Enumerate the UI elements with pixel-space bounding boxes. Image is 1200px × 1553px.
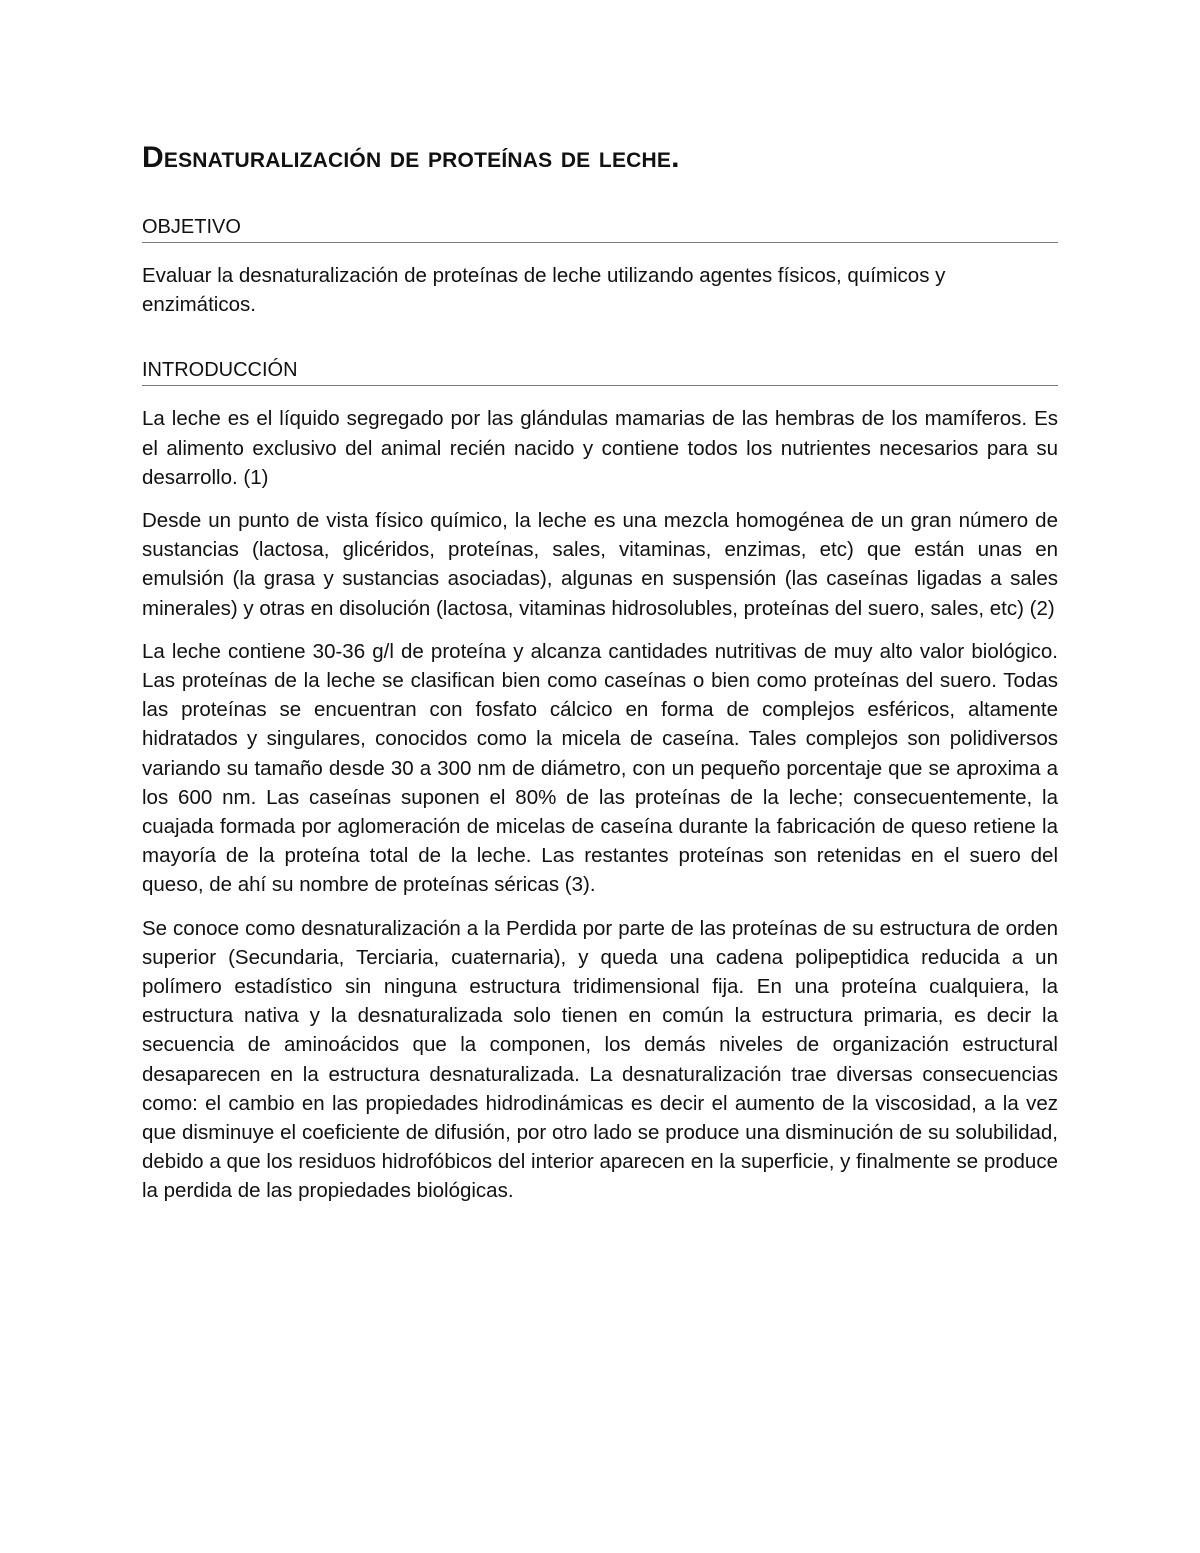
document-title: Desnaturalización de proteínas de leche. [142,141,680,174]
intro-paragraph-3: La leche contiene 30-36 g/l de proteína y alcanza cantidades nutritivas de muy alto valor biológico. Las proteínas de la leche se clasifican bien como caseínas o bien como proteínas del suero. Todas las proteínas se encuentran con fosfato cálcico en forma de complejos esféricos, altamente hidratados y singulares, conocidos como la micela de caseína. Tales complejos son polidiversos variando su tamaño desde 30 a 300 nm de diámetro, con un pequeño porcentaje que se aproxima a los 600 nm. Las caseínas suponen el 80% de las proteínas de la leche; consecuentemente, la cuajada formada por aglomeración de micelas de caseína durante la fabricación de queso retiene la mayoría de la proteína total de la leche. Las restantes proteínas son retenidas en el suero del queso, de ahí su nombre de proteínas séricas (3). [142,639,1058,897]
section-heading-objetivo: OBJETIVO [142,214,1058,243]
section-heading-introduccion: INTRODUCCIÓN [142,357,1058,386]
document-page [142,138,1058,1206]
intro-paragraph-4: Se conoce como desnaturalización a la Perdida por parte de las proteínas de su estructura de orden superior (Secundaria, Terciaria, cuaternaria), y queda una cadena polipeptidica reducida a un polímero estadístico sin ninguna estructura tridimensional fija. En una proteína cualquiera, la estructura nativa y la desnaturalizada solo tienen en común la estructura primaria, es decir la secuencia de aminoácidos que la componen, los demás niveles de organización estructural desaparecen en la estructura desnaturalizada. La desnaturalización trae diversas consecuencias como: el cambio en las propiedades hidrodinámicas es decir el aumento de la viscosidad, a la vez que disminuye el coeficiente de difusión, por otro lado se produce una disminución de su solubilidad, debido a que los residuos hidrofóbicos del interior aparecen en la superficie, y finalmente se produce la perdida de las propiedades biológicas. [142,916,1058,1203]
intro-paragraph-2: Desde un punto de vista físico químico, la leche es una mezcla homogénea de un gran número de sustancias (lactosa, glicéridos, proteínas, sales, vitaminas, enzimas, etc) que están unas en emulsión (la grasa y sustancias asociadas), algunas en suspensión (las caseínas ligadas a sales minerales) y otras en disolución (lactosa, vitaminas hidrosolubles, proteínas del suero, sales, etc) (2) [142,509,1058,620]
intro-paragraph-1: La leche es el líquido segregado por las glándulas mamarias de las hembras de los mamíferos. Es el alimento exclusivo del animal recién nacido y contiene todos los nutrientes necesarios para su desarrollo. (1) [142,407,1058,489]
objetivo-paragraph: Evaluar la desnaturalización de proteínas de leche utilizando agentes físicos, químicos y enzimáticos. [142,264,946,317]
